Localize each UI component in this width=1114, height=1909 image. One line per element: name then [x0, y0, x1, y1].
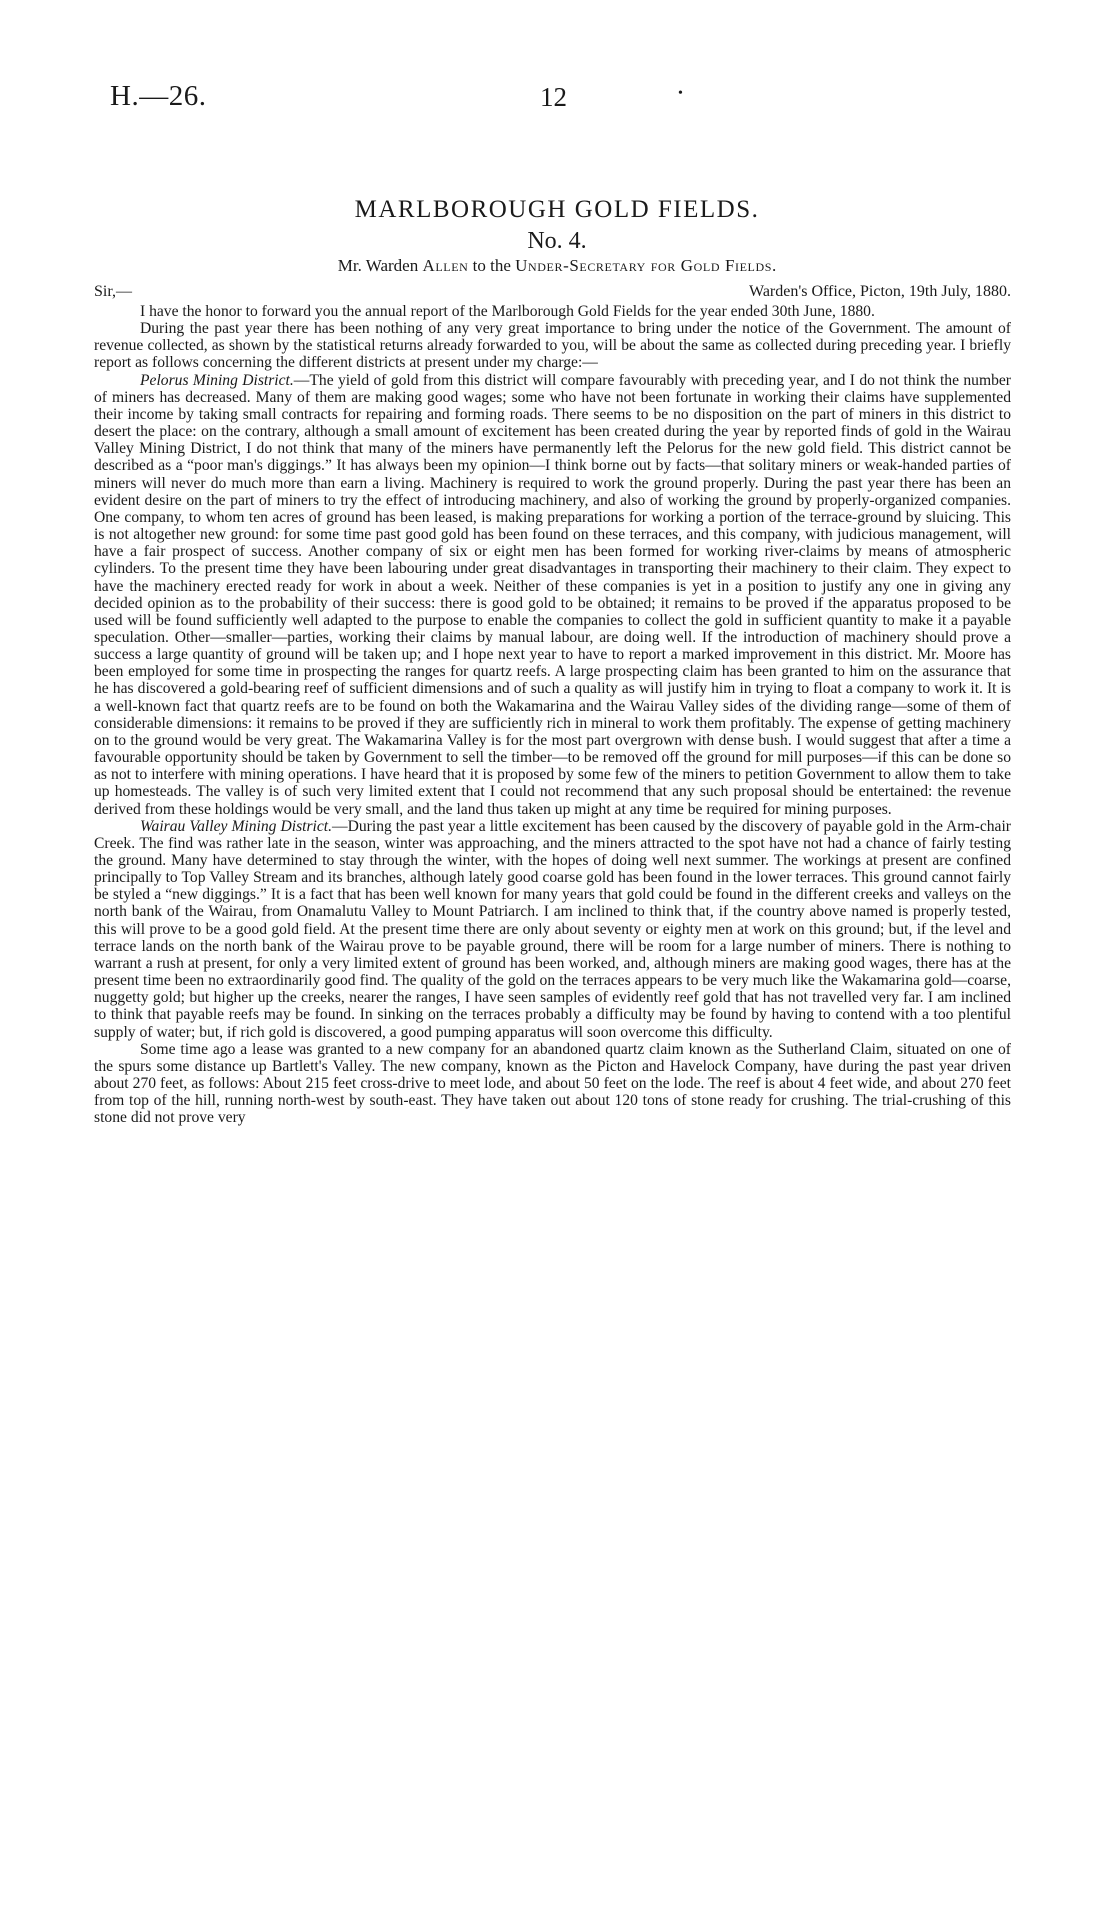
paragraph-sutherland-claim: Some time ago a lease was granted to a new company for an abandoned quartz claim known as the Sutherland Claim, situated on one of the spurs some distance up Bartlett's Valley. The new company, known as the Picton and Havelock Company, have during the past year driven about 270 feet, as follows: About 215 feet cross-drive to meet lode, and about 50 feet on the lode. The reef is about 4 feet wide, and about 270 feet from top of the hill, running north-west by south-east. They have taken out about 120 tons of stone ready for crushing. The trial-crushing of this stone did not prove very	[94, 1040, 1011, 1127]
page-title: MARLBOROUGH GOLD FIELDS.	[354, 196, 760, 223]
heading-end: .	[772, 256, 777, 275]
paragraph-pelorus	[94, 372, 1011, 818]
letter-body	[94, 303, 1011, 1127]
page-mark: •	[678, 86, 683, 101]
letter-heading	[0, 256, 1114, 276]
dateline: Warden's Office, Picton, 19th July, 1880.	[749, 283, 1011, 300]
salutation: Sir,—	[94, 283, 133, 300]
heading-connector: to the	[468, 256, 516, 275]
document-reference: H.—26.	[110, 80, 207, 112]
document-number: No. 4.	[527, 228, 587, 254]
heading-sender-name: Allen	[422, 256, 469, 275]
page-number: 12	[540, 82, 567, 112]
wairau-lead: Wairau Valley Mining District.	[140, 817, 333, 835]
paragraph-wairau	[94, 818, 1011, 1041]
paragraph-intro: I have the honor to forward you the annual report of the Marlborough Gold Fields for the year ended 30th June, 1880.	[140, 303, 875, 320]
heading-recipient-name: Under-Secretary for Gold Fields	[515, 256, 772, 275]
pelorus-lead: Pelorus Mining District.	[140, 371, 294, 389]
paragraph-overview: During the past year there has been nothing of any very great importance to bring under the notice of the Government. The amount of revenue collected, as shown by the statistical returns already forwarded to you, will be about the same as collected during preceding year. I briefly report as follows concerning the different districts at present under my charge:—	[94, 320, 1011, 372]
pelorus-text: —The yield of gold from this district will compare favourably with preceding year, and I do not think the number of miners has decreased. Many of them are making good wages; some who have not been fortunate in working their claims have supplemented their income by taking small contracts for repairing and forming roads. There seems to be no disposition on the part of miners in this district to desert the place: on the contrary, although a small amount of excitement has been created during the year by reported finds of gold in the Wairau Valley Mining District, I do not think that many of the miners have permanently left the Pelorus for the new gold field. This district cannot be described as a “poor man's diggings.” It has always been my opinion—I think borne out by facts—that solitary miners or weak-handed parties of miners will never do much more than earn a living. Machinery is required to work the ground properly. During the past year there has been an evident desire on the part of miners to try the effect of introducing machinery, and also of working the ground by properly-organized companies. One company, to whom ten acres of ground has been leased, is making preparations for working a portion of the terrace-ground by sluicing. This is not altogether new ground: for some time past good gold has been found on these terraces, and this company, with judicious management, will have a fair prospect of success. Another company of six or eight men has been formed for working river-claims by means of atmospheric cylinders. To the present time they have been labouring under great disadvantages in transporting their machinery to their claim. They expect to have the machinery erected ready for work in about a week. Neither of these companies is yet in a position to justify any one in giving any decided opinion as to the probability of their success: there is good gold to be obtained; it remains to be proved if the apparatus proposed to be used will be found sufficiently well adapted to the purpose to enable the companies to collect the gold in sufficient quantity to make it a payable speculation. Other—smaller—parties, working their claims by manual labour, are doing well. If the introduction of machinery should prove a success a large quantity of ground will be taken up; and I hope next year to have to report a marked improvement in this district. Mr. Moore has been employed for some time in prospecting the ranges for quartz reefs. A large prospecting claim has been granted to him on the assurance that he has discovered a gold-bearing reef of sufficient dimensions and of such a quality as will justify him in trying to float a company to work it. It is a well-known fact that quartz reefs are to be found on both the Wakamarina and the Wairau Valley sides of the dividing range—some of them of considerable dimensions: it remains to be proved if they are sufficiently rich in mineral to work them profitably. The expense of getting machinery on to the ground would be very great. The Wakamarina Valley is for the most part overgrown with dense bush. I would suggest that after a time a favourable opportunity should be taken by Government to sell the timber—to be removed off the ground for mill purposes—if this can be done so as not to interfere with mining operations. I have heard that it is proposed by some few of the miners to petition Government to allow them to take up homesteads. The valley is of such very limited extent that I could not recommend that any such proposal should be entertained: the revenue derived from these holdings would be very small, and the land thus taken up might at any time be required for mining purposes.	[94, 371, 1011, 818]
wairau-text: —During the past year a little excitement has been caused by the discovery of payable gold in the Arm-chair Creek. The find was rather late in the season, winter was approaching, and the miners attracted to the spot have not had a chance of fairly testing the ground. Many have determined to stay through the winter, with the hopes of doing well next summer. The workings at present are confined principally to Top Valley Stream and its branches, although lately good coarse gold has been found in the lower terraces. This ground cannot fairly be styled a “new diggings.” It is a fact that has been well known for many years that gold could be found in the different creeks and valleys on the north bank of the Wairau, from Onamalutu Valley to Mount Patriarch. I am inclined to think that, if the country above named is properly tested, this will prove to be a good gold field. At the present time there are only about seventy or eighty men at work on this ground; but, if the level and terrace lands on the north bank of the Wairau prove to be payable ground, there will be room for a large number of miners. There is nothing to warrant a rush at present, for only a very limited extent of ground has been worked, and, although miners are making good wages, there has at the present time been no extraordinarily good find. The quality of the gold on the terraces appears to be very much like the Wakamarina gold—coarse, nuggetty gold; but higher up the creeks, nearer the ranges, I have seen samples of evidently reef gold that has not travelled very far. I am inclined to think that payable reefs may be found. In sinking on the terraces probably a difficulty may be found by having to contend with a too plentiful supply of water; but, if rich gold is discovered, a good pumping apparatus will soon overcome this difficulty.	[94, 817, 1011, 1041]
heading-prefix: Mr. Warden	[337, 256, 423, 275]
